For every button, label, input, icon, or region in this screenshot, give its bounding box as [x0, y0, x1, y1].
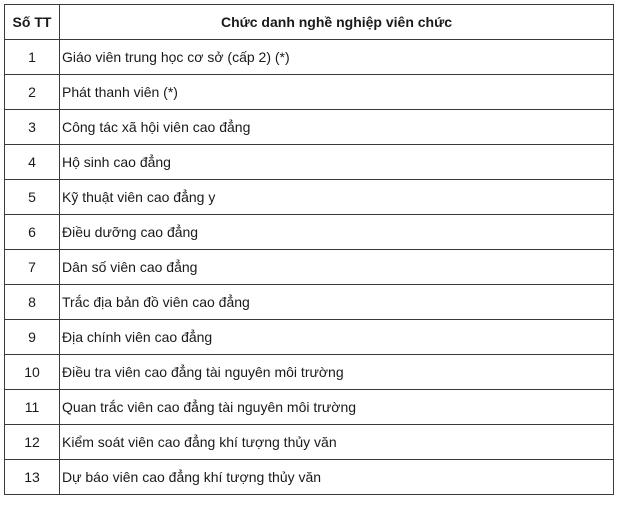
row-number: 6 — [5, 215, 60, 250]
job-title-cell: Dự báo viên cao đẳng khí tượng thủy văn — [60, 460, 614, 495]
job-title-cell: Điều tra viên cao đẳng tài nguyên môi trường — [60, 355, 614, 390]
job-title-cell: Công tác xã hội viên cao đẳng — [60, 110, 614, 145]
row-number: 7 — [5, 250, 60, 285]
row-number: 8 — [5, 285, 60, 320]
job-title-cell: Giáo viên trung học cơ sở (cấp 2) (*) — [60, 40, 614, 75]
row-number: 5 — [5, 180, 60, 215]
row-number: 12 — [5, 425, 60, 460]
job-title-cell: Hộ sinh cao đẳng — [60, 145, 614, 180]
row-number: 13 — [5, 460, 60, 495]
job-titles-table — [4, 4, 614, 495]
row-number: 2 — [5, 75, 60, 110]
table-row — [5, 460, 614, 495]
table-row — [5, 40, 614, 75]
row-number: 10 — [5, 355, 60, 390]
row-number: 1 — [5, 40, 60, 75]
job-title-cell: Kiểm soát viên cao đẳng khí tượng thủy văn — [60, 425, 614, 460]
header-job-title: Chức danh nghề nghiệp viên chức — [60, 5, 614, 40]
table-row — [5, 180, 614, 215]
header-stt: Số TT — [5, 5, 60, 40]
table-row — [5, 320, 614, 355]
table-row — [5, 110, 614, 145]
job-title-cell: Trắc địa bản đồ viên cao đẳng — [60, 285, 614, 320]
row-number: 4 — [5, 145, 60, 180]
job-title-cell: Điều dưỡng cao đẳng — [60, 215, 614, 250]
table-header-row — [5, 5, 614, 40]
job-title-cell: Địa chính viên cao đẳng — [60, 320, 614, 355]
table-row — [5, 390, 614, 425]
table-row — [5, 250, 614, 285]
table-row — [5, 215, 614, 250]
row-number: 9 — [5, 320, 60, 355]
table-row — [5, 75, 614, 110]
job-title-cell: Phát thanh viên (*) — [60, 75, 614, 110]
table-row — [5, 145, 614, 180]
table-row — [5, 355, 614, 390]
job-title-cell: Quan trắc viên cao đẳng tài nguyên môi trường — [60, 390, 614, 425]
job-title-cell: Dân số viên cao đẳng — [60, 250, 614, 285]
row-number: 3 — [5, 110, 60, 145]
table-row — [5, 425, 614, 460]
row-number: 11 — [5, 390, 60, 425]
table-row — [5, 285, 614, 320]
job-title-cell: Kỹ thuật viên cao đẳng y — [60, 180, 614, 215]
